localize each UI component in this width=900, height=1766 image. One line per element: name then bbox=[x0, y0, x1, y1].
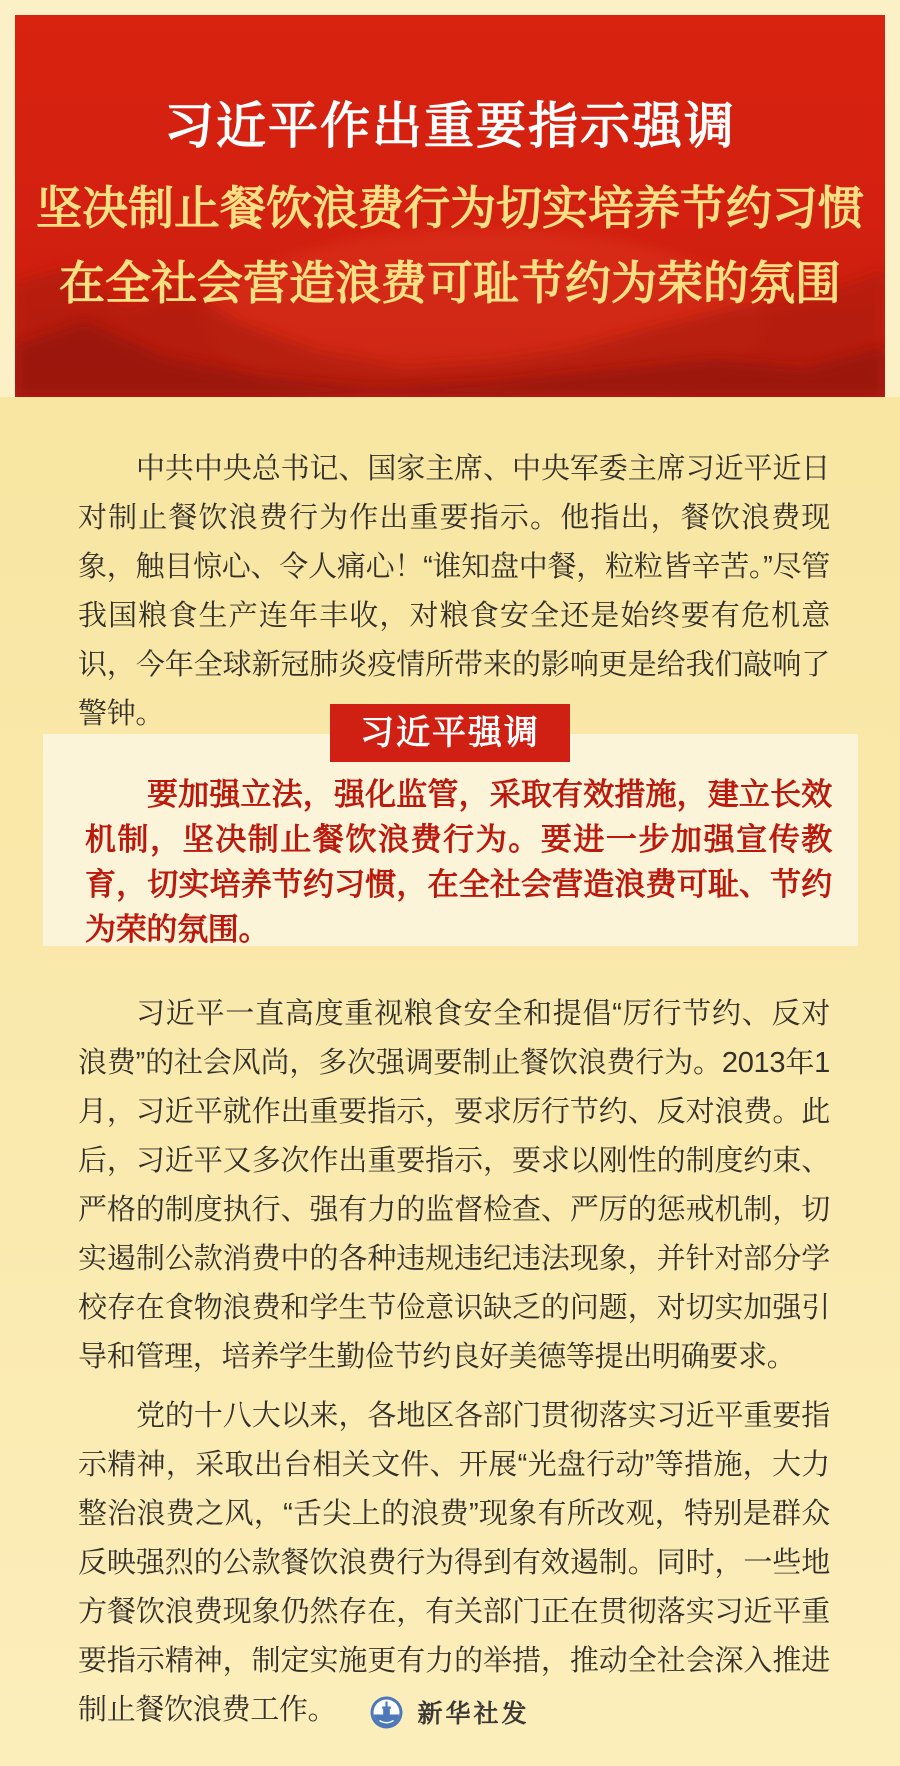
article-paragraph-2: 习近平一直高度重视粮食安全和提倡“厉行节约、反对浪费”的社会风尚，多次强调要制止餐饮浪费行为。2013年1月，习近平就作出重要指示，要求厉行节约、反对浪费。此后，习近平又多次作出重要指示，要求以刚性的制度约束、严格的制度执行、强有力的监督检查、严厉的惩戒机制，切实遏制公款消费中的各种违规违纪违法现象，并针对部分学校存在食物浪费和学生节俭意识缺乏的问题，对切实加强引导和管理，培养学生勤俭节约良好美德等提出明确要求。 bbox=[78, 998, 830, 1373]
emphasis-badge: 习近平强调 bbox=[330, 704, 570, 762]
page-subtitle-line2: 在全社会营造浪费可耻节约为荣的氛围 bbox=[59, 257, 841, 309]
page-subtitle-line1: 坚决制止餐饮浪费行为切实培养节约习惯 bbox=[36, 182, 864, 234]
header-banner bbox=[15, 15, 885, 397]
page-title: 习近平作出重要指示强调 bbox=[164, 98, 736, 154]
footer bbox=[0, 1694, 900, 1730]
article-paragraph-1: 中共中央总书记、国家主席、中央军委主席习近平近日对制止餐饮浪费行为作出重要指示。他指出，餐饮浪费现象，触目惊心、令人痛心！“谁知盘中餐，粒粒皆辛苦。”尽管我国粮食生产连年丰收，对粮食安全还是始终要有危机意识，今年全球新冠肺炎疫情所带来的影响更是给我们敲响了警钟。 bbox=[78, 453, 830, 730]
quote-text: 要加强立法，强化监管，采取有效措施，建立长效机制，坚决制止餐饮浪费行为。要进一步加强宣传教育，切实培养节约习惯，在全社会营造浪费可耻、节约为荣的氛围。 bbox=[85, 777, 832, 947]
credit-label: 新华社发 bbox=[417, 1700, 530, 1728]
article-paragraph-3: 党的十八大以来，各地区各部门贯彻落实习近平重要指示精神，采取出台相关文件、开展“光盘行动”等措施，大力整治浪费之风，“舌尖上的浪费”现象有所改观，特别是群众反映强烈的公款餐饮浪费行为得到有效遏制。同时，一些地方餐饮浪费现象仍然存在，有关部门正在贯彻落实习近平重要指示精神，制定实施更有力的举措，推动全社会深入推进制止餐饮浪费工作。 bbox=[78, 1400, 830, 1726]
quote-box bbox=[43, 734, 858, 946]
xinhua-logo-icon bbox=[370, 1696, 403, 1729]
